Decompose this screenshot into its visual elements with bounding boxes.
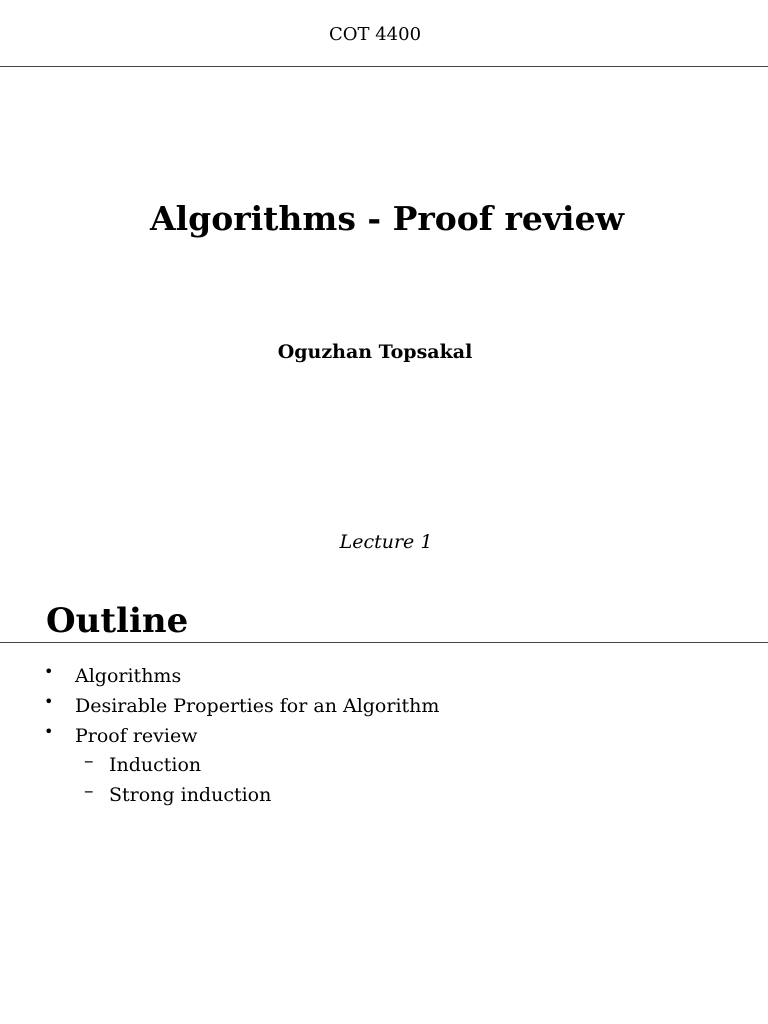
list-item-text: Algorithms [75,665,182,687]
sub-list-item-text: Strong induction [109,784,272,807]
bullet-icon: • [44,691,54,711]
bullet-icon: • [44,721,54,741]
list-item-text: Desirable Properties for an Algorithm [75,694,440,717]
header-divider [0,66,768,67]
sub-list-item-text: Induction [109,754,202,777]
outline-slide [0,585,768,1024]
heading-divider [0,642,768,643]
slide-title: Algorithms - Proof review [150,199,624,238]
bullet-icon: • [44,662,54,681]
course-code: COT 4400 [328,24,422,45]
author-name: Oguzhan Topsakal [277,341,473,363]
outline-heading: Outline [46,601,189,641]
lecture-label: Lecture 1 [339,531,433,553]
list-item-text: Proof review [75,724,198,747]
dash-icon: – [84,750,94,773]
dash-icon: – [84,780,94,803]
